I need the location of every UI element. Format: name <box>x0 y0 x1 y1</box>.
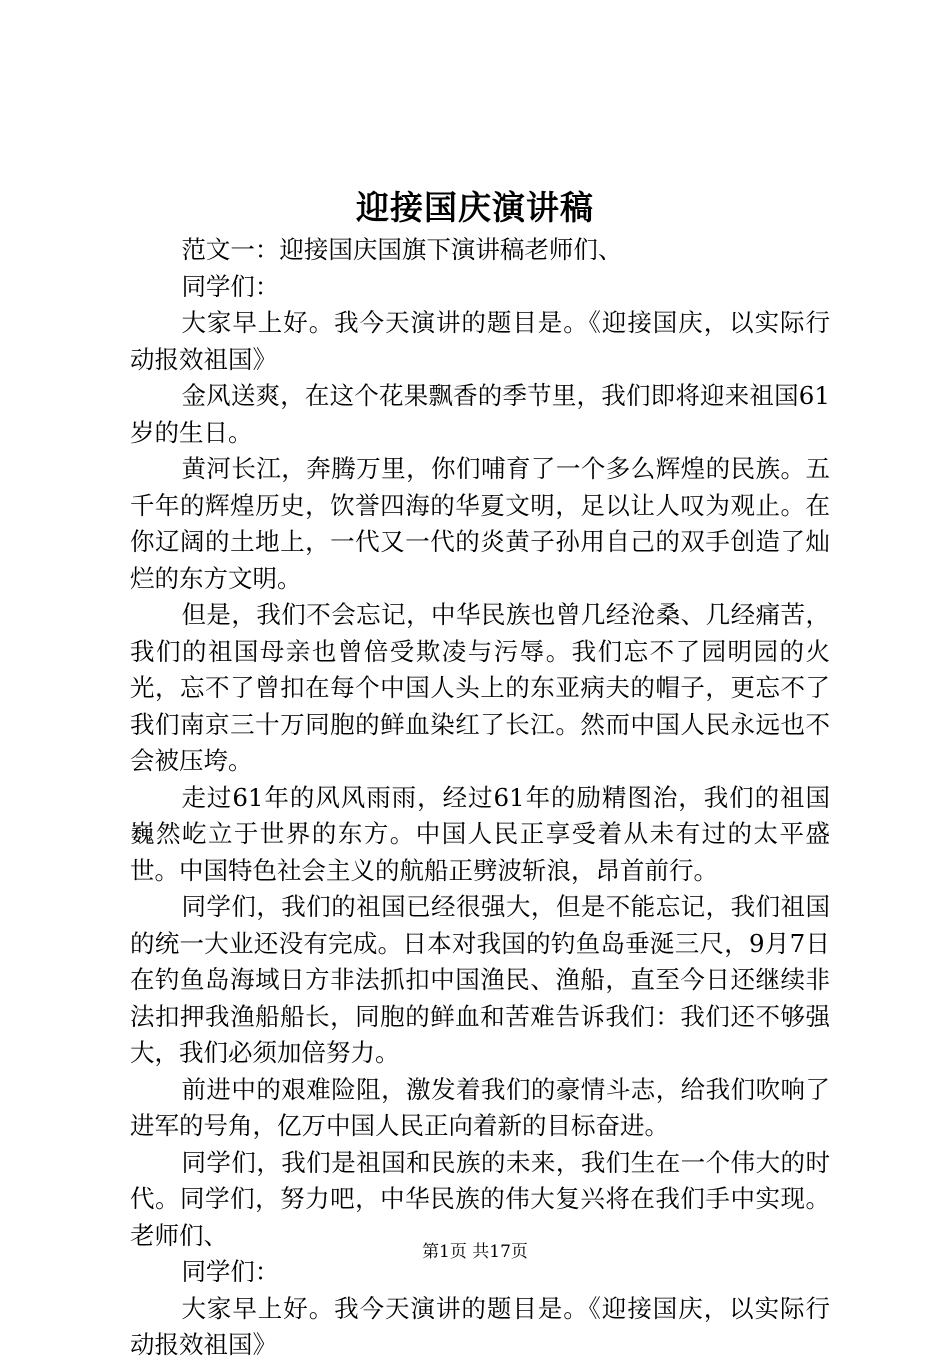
paragraph: 同学们，我们的祖国已经很强大，但是不能忘记，我们祖国的统一大业还没有完成。日本对我国的钓鱼岛垂涎三尺，9月7日在钓鱼岛海域日方非法抓扣中国渔民、渔船，直至今日还继续非法扣押我渔船船长，同胞的鲜血和苦难告诉我们：我们还不够强大，我们必须加倍努力。 <box>130 892 830 1067</box>
paragraph: 大家早上好。我今天演讲的题目是。《迎接国庆，以实际行动报效祖国》 <box>130 308 830 374</box>
paragraph: 同学们： <box>181 1257 280 1286</box>
paragraph: 前进中的艰难险阻，激发着我们的豪情斗志，给我们吹响了进军的号角，亿万中国人民正向着新的目标奋进。 <box>130 1074 830 1140</box>
paragraph: 走过61年的风风雨雨，经过61年的励精图治，我们的祖国巍然屹立于世界的东方。中国人民正享受着从未有过的太平盛世。中国特色社会主义的航船正劈波斩浪，昂首前行。 <box>130 782 830 885</box>
paragraph: 但是，我们不会忘记，中华民族也曾几经沧桑、几经痛苦，我们的祖国母亲也曾倍受欺凌与污辱。我们忘不了园明园的火光，忘不了曾扣在每个中国人头上的东亚病夫的帽子，更忘不了我们南京三十万同胞的鲜血染红了长江。然而中国人民永远也不会被压垮。 <box>130 600 830 775</box>
paragraph: 同学们： <box>181 271 280 301</box>
paragraph: 同学们，我们是祖国和民族的未来，我们生在一个伟大的时代。同学们，努力吧，中华民族的伟大复兴将在我们手中实现。老师们、 <box>130 1147 830 1250</box>
paragraph: 大家早上好。我今天演讲的题目是。《迎接国庆，以实际行动报效祖国》 <box>130 1293 830 1359</box>
paragraph: 范文一：迎接国庆国旗下演讲稿老师们、 <box>181 235 623 264</box>
paragraph: 金风送爽，在这个花果飘香的季节里，我们即将迎来祖国61岁的生日。 <box>130 381 830 447</box>
document-title: 迎接国庆演讲稿 <box>356 188 594 227</box>
document-body <box>130 232 830 1364</box>
paragraph: 黄河长江，奔腾万里，你们哺育了一个多么辉煌的民族。五千年的辉煌历史，饮誉四海的华夏文明，足以让人叹为观止。在你辽阔的土地上，一代又一代的炎黄子孙用自己的双手创造了灿烂的东方文明。 <box>130 454 830 593</box>
page-number-footer: 第1页 共17页 <box>422 1242 528 1262</box>
